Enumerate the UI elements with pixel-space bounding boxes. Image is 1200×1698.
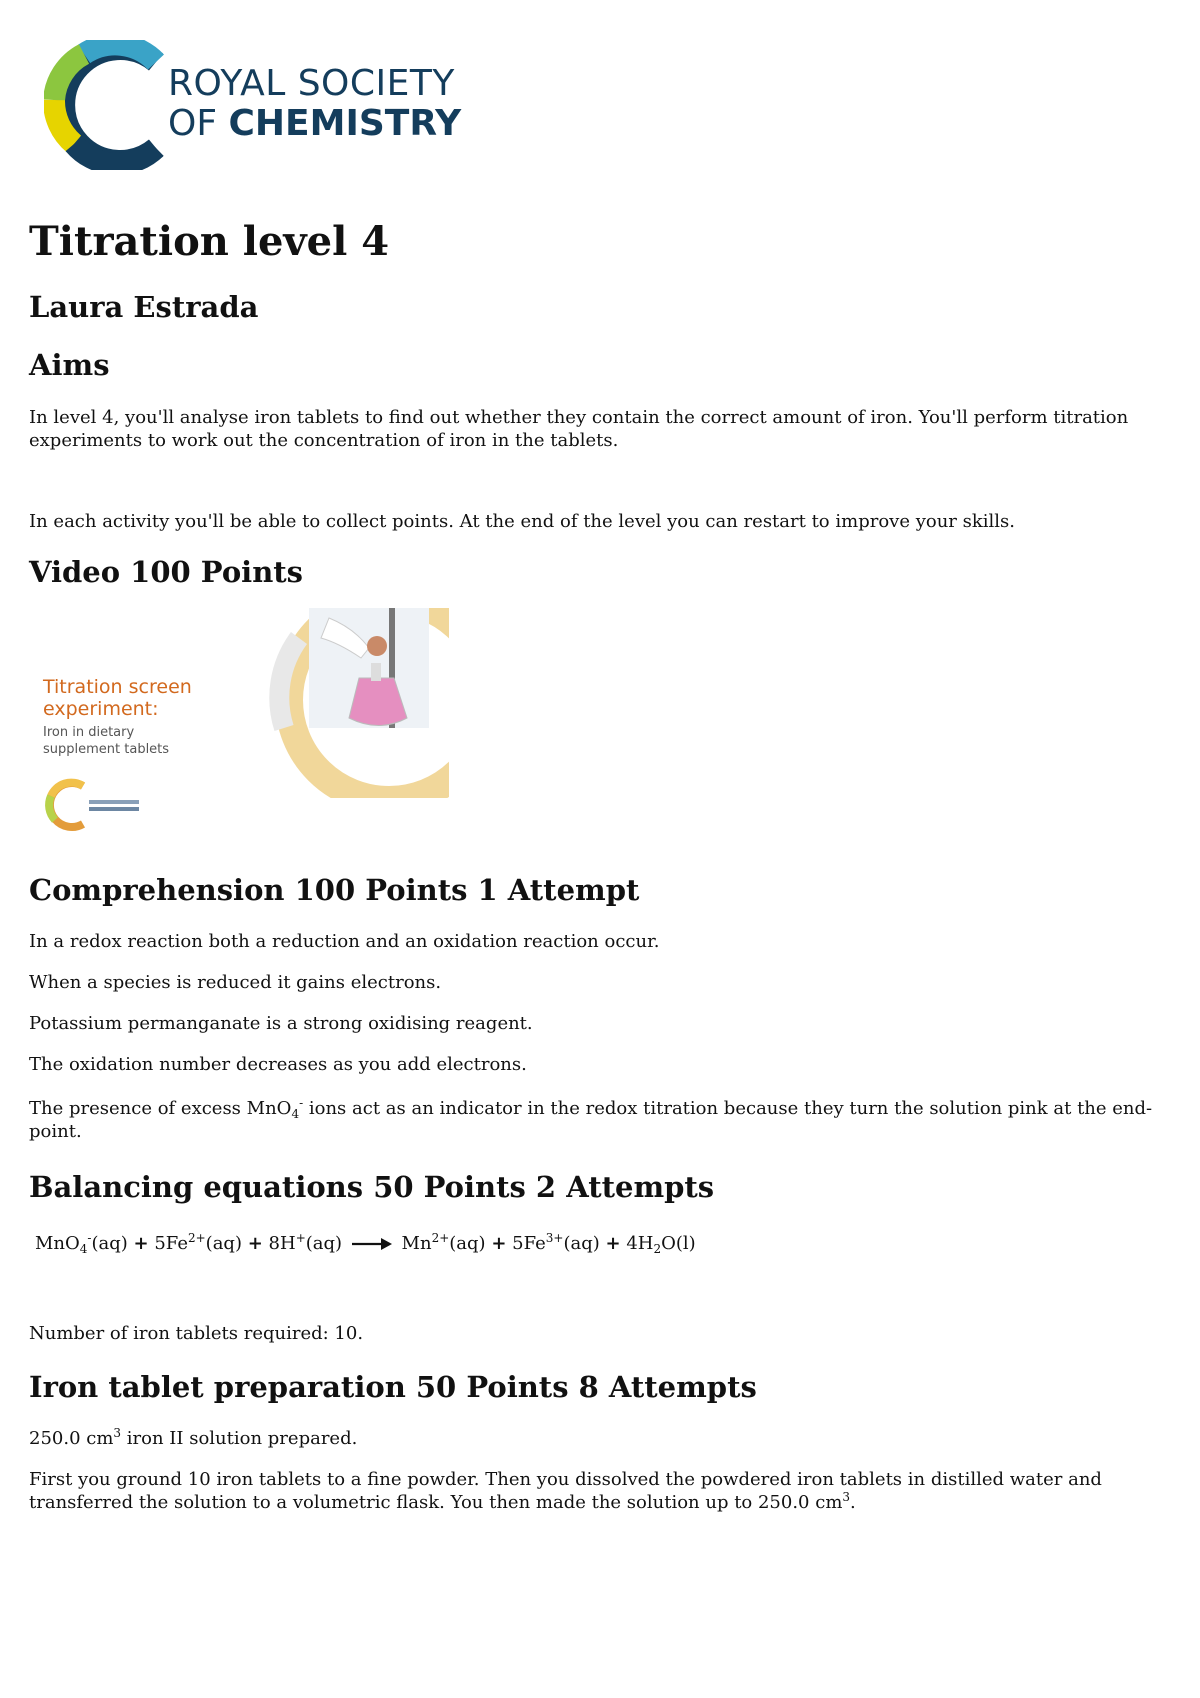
video-thumb-title	[43, 676, 192, 720]
logo-line-2	[168, 104, 461, 144]
titration-scene-icon	[239, 608, 449, 798]
eq-t5-sup: 3+	[545, 1231, 564, 1245]
prep-paragraph	[29, 1468, 1179, 1514]
video-heading: Video 100 Points	[29, 555, 303, 589]
eq-t2: 5Fe	[154, 1233, 188, 1254]
eq-t4-sup: 2+	[431, 1231, 450, 1245]
eq-term-4	[402, 1233, 486, 1254]
prep2-sup: 3	[842, 1490, 851, 1504]
eq-t5: 5Fe	[512, 1233, 546, 1254]
eq-plus-3: +	[491, 1233, 507, 1254]
rsc-mini-logo-icon	[41, 776, 151, 834]
aims-heading: Aims	[29, 348, 110, 382]
logo-of: OF	[168, 103, 218, 144]
comprehension-heading: Comprehension 100 Points 1 Attempt	[29, 873, 640, 907]
video-thumb-sub-2: supplement tablets	[43, 742, 170, 757]
comprehension-line-4: The oxidation number decreases as you add electrons.	[29, 1054, 527, 1075]
prep1-post: iron II solution prepared.	[121, 1428, 358, 1449]
video-thumb-sub-1: Iron in dietary	[43, 725, 135, 740]
eq-term-2	[154, 1233, 242, 1254]
prep1-sup: 3	[113, 1426, 122, 1440]
logo-line-1: ROYAL SOCIETY	[168, 63, 455, 104]
eq-t1: MnO	[35, 1233, 80, 1254]
video-thumbnail[interactable]	[29, 608, 449, 842]
eq-term-5	[512, 1233, 600, 1254]
prep-heading: Iron tablet preparation 50 Points 8 Attempts	[29, 1370, 757, 1404]
eq-t6-post: O(l)	[661, 1233, 696, 1254]
author-name: Laura Estrada	[29, 290, 259, 324]
balancing-heading: Balancing equations 50 Points 2 Attempts	[29, 1170, 715, 1204]
rsc-logo-text	[168, 64, 461, 144]
rsc-logo	[44, 40, 514, 172]
document-title: Titration level 4	[29, 218, 390, 265]
eq-t4: Mn	[401, 1233, 432, 1254]
balancing-note: Number of iron tablets required: 10.	[29, 1323, 364, 1344]
eq-t6-sub: 2	[653, 1242, 662, 1256]
eq-t2-post: (aq)	[205, 1233, 242, 1254]
prep-line-1	[29, 1427, 1179, 1450]
comp5-pre: The presence of excess MnO	[29, 1098, 292, 1119]
eq-term-3	[269, 1233, 343, 1254]
eq-t6: 4H	[626, 1233, 654, 1254]
eq-t1-sup: -	[87, 1231, 92, 1245]
eq-plus-4: +	[605, 1233, 621, 1254]
prep2-post: .	[850, 1492, 856, 1513]
comp5-sup: -	[299, 1096, 304, 1110]
comprehension-line-5	[29, 1097, 1179, 1143]
eq-t3-sup: +	[295, 1231, 306, 1245]
eq-t4-post: (aq)	[449, 1233, 486, 1254]
balanced-equation	[35, 1232, 696, 1256]
comprehension-line-3: Potassium permanganate is a strong oxidising reagent.	[29, 1013, 533, 1034]
eq-t3: 8H	[268, 1233, 296, 1254]
eq-t3-post: (aq)	[305, 1233, 343, 1254]
comprehension-line-1: In a redox reaction both a reduction and an oxidation reaction occur.	[29, 931, 660, 952]
video-thumb-title-1: Titration screen	[43, 676, 192, 698]
eq-term-6	[626, 1233, 695, 1254]
aims-paragraph-1: In level 4, you'll analyse iron tablets to find out whether they contain the correct amount of iron. You'll perform titration experiments to work out the concentration of iron in the tablets.	[29, 407, 1129, 451]
comp5-post: ions act as an indicator in the redox titration because they turn the solution pink at the end-point.	[29, 1098, 1153, 1142]
eq-t2-sup: 2+	[187, 1231, 206, 1245]
eq-t5-post: (aq)	[563, 1233, 600, 1254]
logo-chemistry: CHEMISTRY	[228, 103, 462, 144]
eq-term-1	[35, 1233, 128, 1254]
rsc-logo-mark-icon	[44, 40, 169, 170]
prep2-pre: First you ground 10 iron tablets to a fine powder. Then you dissolved the powdered iron tablets in distilled water and transferred the solution to a volumetric flask. You then made the solution up to 250.0 cm	[29, 1469, 1102, 1513]
video-thumb-title-2: experiment:	[43, 698, 159, 720]
aims-paragraph-2: In each activity you'll be able to collect points. At the end of the level you can restart to improve your skills.	[29, 511, 1016, 532]
comprehension-line-2: When a species is reduced it gains electrons.	[29, 972, 442, 993]
prep1-pre: 250.0 cm	[29, 1428, 114, 1449]
reaction-arrow-icon	[352, 1237, 392, 1251]
video-thumb-subtitle	[43, 724, 169, 758]
eq-plus-2: +	[247, 1233, 263, 1254]
comp5-sub: 4	[291, 1107, 300, 1121]
eq-t1-sub: 4	[79, 1242, 88, 1256]
eq-plus-1: +	[133, 1233, 149, 1254]
eq-t1-post: (aq)	[91, 1233, 128, 1254]
